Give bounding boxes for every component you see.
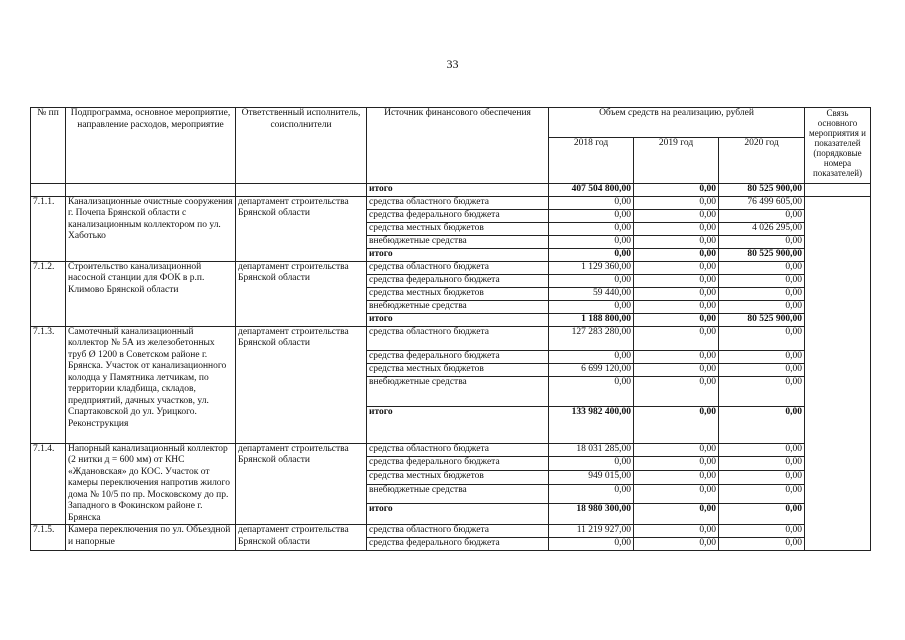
value-2019: 0,00 [634, 406, 719, 443]
funding-source: средства федерального бюджета [367, 538, 549, 551]
value-2019: 0,00 [634, 300, 719, 313]
value-2020: 0,00 [719, 525, 805, 538]
top-total-2018: 407 504 800,00 [549, 184, 634, 197]
value-2019: 0,00 [634, 443, 719, 457]
value-2020: 0,00 [719, 443, 805, 457]
section-number: 7.1.1. [31, 196, 66, 261]
section-name: Строительство канализационной насосной станции для ФОК в р.п. Климово Брянской области [66, 261, 236, 326]
value-2018: 0,00 [549, 376, 634, 406]
value-2018: 0,00 [549, 300, 634, 313]
funding-source: внебюджетные средства [367, 485, 549, 503]
value-2020: 0,00 [719, 538, 805, 551]
header-link: Связь основного мероприятия и показателей (порядковые номера показателей) [805, 108, 871, 184]
funding-source: средства федерального бюджета [367, 209, 549, 222]
section-name: Самотечный канализационный коллектор № 5А из железобетонных труб Ø 1200 в Советском районе г. Брянска. Участок от канализационного колодца у Памятника летчикам, по территории кладбища, складов, предприятий, дачных участков, ул. Спартаковской до ул. Урицкого. Реконструкция [66, 326, 236, 443]
header-2018: 2018 год [549, 138, 634, 184]
value-2019: 0,00 [634, 313, 719, 326]
value-2020: 0,00 [719, 287, 805, 300]
value-2019: 0,00 [634, 209, 719, 222]
funding-source: средства местных бюджетов [367, 222, 549, 235]
header-program: Подпрограмма, основное мероприятие, направление расходов, мероприятие [66, 108, 236, 184]
value-2018: 1 188 800,00 [549, 313, 634, 326]
value-2020: 0,00 [719, 274, 805, 287]
header-responsible: Ответственный исполнитель, соисполнители [236, 108, 367, 184]
value-2020: 0,00 [719, 235, 805, 248]
value-2018: 0,00 [549, 222, 634, 235]
value-2020: 76 499 605,00 [719, 196, 805, 209]
funding-source: внебюджетные средства [367, 376, 549, 406]
funding-source: средства областного бюджета [367, 443, 549, 457]
value-2020: 0,00 [719, 376, 805, 406]
value-2018: 0,00 [549, 485, 634, 503]
header-volume: Объем средств на реализацию, рублей [549, 108, 805, 138]
value-2020: 80 525 900,00 [719, 248, 805, 261]
table-row [31, 443, 871, 457]
top-total-source: итого [367, 184, 549, 197]
header-source: Источник финансового обеспечения [367, 108, 549, 184]
value-2019: 0,00 [634, 235, 719, 248]
funding-source: внебюджетные средства [367, 300, 549, 313]
value-2019: 0,00 [634, 471, 719, 485]
value-2020: 0,00 [719, 261, 805, 274]
header-2019: 2019 год [634, 138, 719, 184]
value-2020: 0,00 [719, 471, 805, 485]
funding-source: средства местных бюджетов [367, 363, 549, 376]
value-2019: 0,00 [634, 222, 719, 235]
funding-source: итого [367, 503, 549, 524]
value-2018: 127 283 280,00 [549, 326, 634, 350]
section-responsible: департамент строительства Брянской области [236, 261, 367, 326]
section-responsible: департамент строительства Брянской области [236, 326, 367, 443]
value-2020: 0,00 [719, 350, 805, 363]
funding-source: средства федерального бюджета [367, 274, 549, 287]
value-2019: 0,00 [634, 485, 719, 503]
value-2019: 0,00 [634, 376, 719, 406]
section-number: 7.1.3. [31, 326, 66, 443]
section-responsible: департамент строительства Брянской области [236, 443, 367, 525]
funding-source: средства федерального бюджета [367, 350, 549, 363]
value-2020: 0,00 [719, 503, 805, 524]
budget-table [30, 107, 871, 551]
value-2019: 0,00 [634, 525, 719, 538]
section-name: Камера переключения по ул. Объездной и напорные [66, 525, 236, 551]
value-2018: 59 440,00 [549, 287, 634, 300]
page-number: 33 [446, 57, 459, 71]
funding-source: средства областного бюджета [367, 525, 549, 538]
value-2018: 0,00 [549, 248, 634, 261]
value-2018: 11 219 927,00 [549, 525, 634, 538]
value-2019: 0,00 [634, 326, 719, 350]
value-2019: 0,00 [634, 196, 719, 209]
value-2018: 0,00 [549, 274, 634, 287]
funding-source: средства областного бюджета [367, 326, 549, 350]
table-row [31, 261, 871, 274]
value-2018: 0,00 [549, 196, 634, 209]
value-2018: 18 980 300,00 [549, 503, 634, 524]
table-row [31, 196, 871, 209]
value-2018: 0,00 [549, 350, 634, 363]
funding-source: внебюджетные средства [367, 235, 549, 248]
value-2018: 18 031 285,00 [549, 443, 634, 457]
funding-source: средства федерального бюджета [367, 457, 549, 471]
value-2020: 4 026 295,00 [719, 222, 805, 235]
section-name: Канализационные очистные сооружения г. Почепа Брянской области с канализационным коллектором по ул. Хаботько [66, 196, 236, 261]
table-row [31, 326, 871, 350]
value-2018: 949 015,00 [549, 471, 634, 485]
value-2019: 0,00 [634, 274, 719, 287]
section-responsible: департамент строительства Брянской области [236, 196, 367, 261]
funding-source: итого [367, 406, 549, 443]
section-responsible: департамент строительства Брянской области [236, 525, 367, 551]
funding-source: средства местных бюджетов [367, 471, 549, 485]
value-2018: 0,00 [549, 209, 634, 222]
value-2020: 0,00 [719, 326, 805, 350]
value-2019: 0,00 [634, 457, 719, 471]
top-total-row [31, 184, 871, 197]
value-2020: 0,00 [719, 457, 805, 471]
table-body [31, 184, 871, 551]
top-total-2020: 80 525 900,00 [719, 184, 805, 197]
top-total-2019: 0,00 [634, 184, 719, 197]
table-row [31, 525, 871, 538]
section-number: 7.1.2. [31, 261, 66, 326]
section-number: 7.1.5. [31, 525, 66, 551]
value-2019: 0,00 [634, 350, 719, 363]
value-2020: 0,00 [719, 485, 805, 503]
value-2018: 0,00 [549, 457, 634, 471]
value-2018: 0,00 [549, 538, 634, 551]
section-name: Напорный канализационный коллектор (2 нитки д = 600 мм) от КНС «Ждановская» до КОС. Участок от камеры переключения напротив жилого дома № 10/5 по пр. Московскому до пр. Западного в Фокинском районе г. Брянска [66, 443, 236, 525]
value-2019: 0,00 [634, 503, 719, 524]
value-2020: 80 525 900,00 [719, 313, 805, 326]
funding-source: итого [367, 248, 549, 261]
section-number: 7.1.4. [31, 443, 66, 525]
value-2019: 0,00 [634, 287, 719, 300]
header-num: № пп [31, 108, 66, 184]
value-2020: 0,00 [719, 209, 805, 222]
value-2018: 0,00 [549, 235, 634, 248]
value-2020: 0,00 [719, 406, 805, 443]
value-2020: 0,00 [719, 300, 805, 313]
value-2019: 0,00 [634, 363, 719, 376]
funding-source: средства областного бюджета [367, 196, 549, 209]
value-2019: 0,00 [634, 248, 719, 261]
funding-source: средства областного бюджета [367, 261, 549, 274]
value-2018: 133 982 400,00 [549, 406, 634, 443]
header-2020: 2020 год [719, 138, 805, 184]
funding-source: средства местных бюджетов [367, 287, 549, 300]
value-2019: 0,00 [634, 261, 719, 274]
indicator-link-cell [805, 196, 871, 551]
value-2018: 6 699 120,00 [549, 363, 634, 376]
value-2020: 0,00 [719, 363, 805, 376]
funding-source: итого [367, 313, 549, 326]
value-2019: 0,00 [634, 538, 719, 551]
value-2018: 1 129 360,00 [549, 261, 634, 274]
